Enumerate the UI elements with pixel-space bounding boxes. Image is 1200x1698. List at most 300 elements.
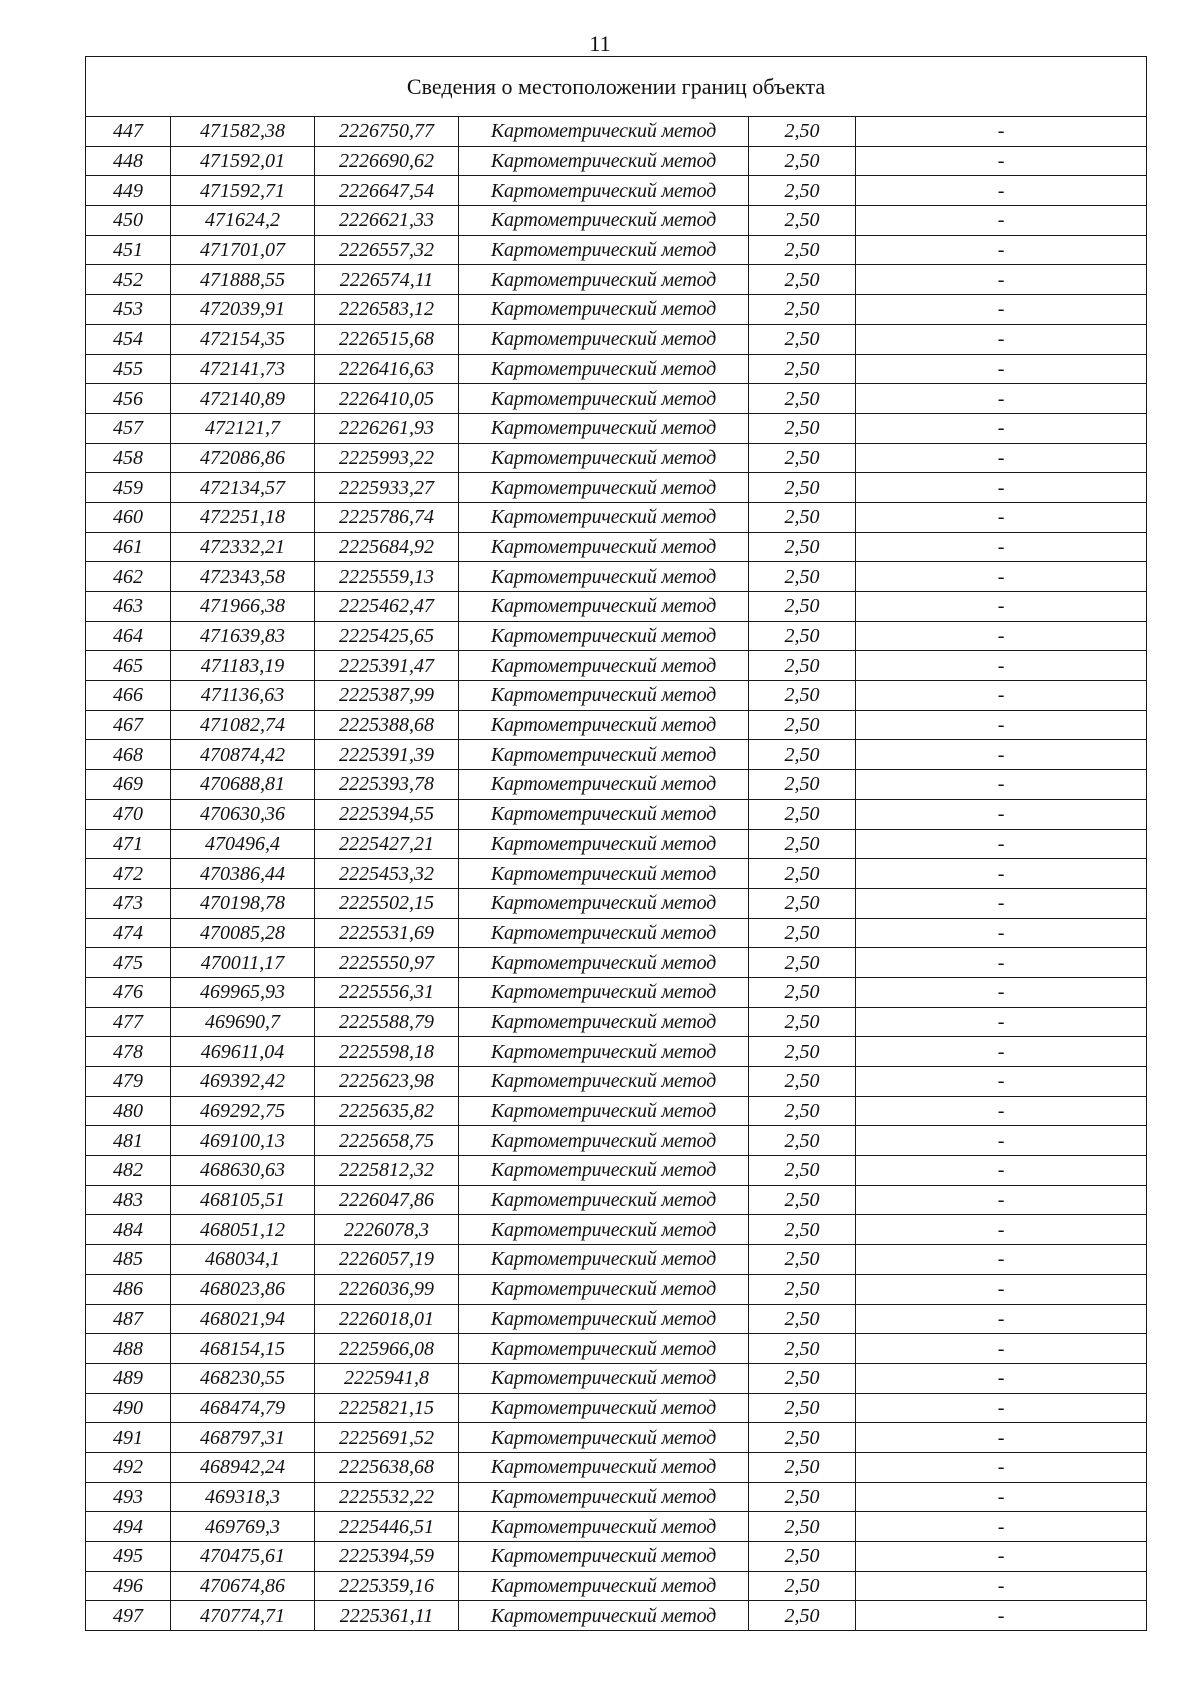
x-coordinate-cell: 472039,91: [171, 295, 315, 325]
x-coordinate-cell: 468021,94: [171, 1304, 315, 1334]
description-cell: -: [856, 1542, 1147, 1572]
y-coordinate-cell: 2225361,11: [315, 1601, 459, 1631]
method-cell: Картометрический метод: [459, 235, 749, 265]
table-row: [86, 829, 1147, 859]
method-cell: Картометрический метод: [459, 1274, 749, 1304]
point-number-cell: 463: [86, 592, 171, 622]
method-cell: Картометрический метод: [459, 651, 749, 681]
description-cell: -: [856, 977, 1147, 1007]
point-number-cell: 480: [86, 1096, 171, 1126]
description-cell: -: [856, 562, 1147, 592]
table-row: [86, 295, 1147, 325]
description-cell: -: [856, 1601, 1147, 1631]
point-number-cell: 456: [86, 384, 171, 414]
description-cell: -: [856, 265, 1147, 295]
accuracy-cell: 2,50: [749, 1007, 856, 1037]
table-row: [86, 1126, 1147, 1156]
point-number-cell: 465: [86, 651, 171, 681]
table-row: [86, 1007, 1147, 1037]
accuracy-cell: 2,50: [749, 1126, 856, 1156]
point-number-cell: 491: [86, 1423, 171, 1453]
y-coordinate-cell: 2225559,13: [315, 562, 459, 592]
y-coordinate-cell: 2225821,15: [315, 1393, 459, 1423]
method-cell: Картометрический метод: [459, 1215, 749, 1245]
method-cell: Картометрический метод: [459, 532, 749, 562]
table-row: [86, 532, 1147, 562]
description-cell: -: [856, 859, 1147, 889]
accuracy-cell: 2,50: [749, 1245, 856, 1275]
y-coordinate-cell: 2225387,99: [315, 681, 459, 711]
point-number-cell: 458: [86, 443, 171, 473]
table-row: [86, 443, 1147, 473]
table-row: [86, 888, 1147, 918]
accuracy-cell: 2,50: [749, 117, 856, 147]
y-coordinate-cell: 2225359,16: [315, 1571, 459, 1601]
accuracy-cell: 2,50: [749, 1067, 856, 1097]
accuracy-cell: 2,50: [749, 206, 856, 236]
y-coordinate-cell: 2225588,79: [315, 1007, 459, 1037]
description-cell: -: [856, 1423, 1147, 1453]
table-row: [86, 354, 1147, 384]
x-coordinate-cell: 472134,57: [171, 473, 315, 503]
x-coordinate-cell: 470011,17: [171, 948, 315, 978]
x-coordinate-cell: 472154,35: [171, 324, 315, 354]
description-cell: -: [856, 206, 1147, 236]
table-row: [86, 799, 1147, 829]
description-cell: -: [856, 384, 1147, 414]
description-cell: -: [856, 324, 1147, 354]
table-row: [86, 562, 1147, 592]
point-number-cell: 464: [86, 621, 171, 651]
accuracy-cell: 2,50: [749, 146, 856, 176]
x-coordinate-cell: 470774,71: [171, 1601, 315, 1631]
x-coordinate-cell: 471136,63: [171, 681, 315, 711]
accuracy-cell: 2,50: [749, 740, 856, 770]
description-cell: -: [856, 473, 1147, 503]
x-coordinate-cell: 470874,42: [171, 740, 315, 770]
boundary-coordinates-table: [85, 56, 1147, 1631]
x-coordinate-cell: 472332,21: [171, 532, 315, 562]
table-row: [86, 977, 1147, 1007]
table-row: [86, 146, 1147, 176]
description-cell: -: [856, 117, 1147, 147]
method-cell: Картометрический метод: [459, 1542, 749, 1572]
y-coordinate-cell: 2225933,27: [315, 473, 459, 503]
table-row: [86, 265, 1147, 295]
description-cell: -: [856, 532, 1147, 562]
accuracy-cell: 2,50: [749, 977, 856, 1007]
accuracy-cell: 2,50: [749, 235, 856, 265]
table-row: [86, 1571, 1147, 1601]
method-cell: Картометрический метод: [459, 977, 749, 1007]
point-number-cell: 489: [86, 1363, 171, 1393]
method-cell: Картометрический метод: [459, 473, 749, 503]
x-coordinate-cell: 470475,61: [171, 1542, 315, 1572]
description-cell: -: [856, 740, 1147, 770]
description-cell: -: [856, 888, 1147, 918]
y-coordinate-cell: 2226047,86: [315, 1185, 459, 1215]
accuracy-cell: 2,50: [749, 176, 856, 206]
y-coordinate-cell: 2225391,39: [315, 740, 459, 770]
method-cell: Картометрический метод: [459, 1156, 749, 1186]
accuracy-cell: 2,50: [749, 770, 856, 800]
table-row: [86, 1512, 1147, 1542]
x-coordinate-cell: 471966,38: [171, 592, 315, 622]
method-cell: Картометрический метод: [459, 562, 749, 592]
method-cell: Картометрический метод: [459, 443, 749, 473]
method-cell: Картометрический метод: [459, 413, 749, 443]
accuracy-cell: 2,50: [749, 1571, 856, 1601]
method-cell: Картометрический метод: [459, 1007, 749, 1037]
x-coordinate-cell: 470674,86: [171, 1571, 315, 1601]
method-cell: Картометрический метод: [459, 740, 749, 770]
x-coordinate-cell: 468230,55: [171, 1363, 315, 1393]
x-coordinate-cell: 468942,24: [171, 1452, 315, 1482]
y-coordinate-cell: 2225425,65: [315, 621, 459, 651]
table-row: [86, 1601, 1147, 1631]
x-coordinate-cell: 469611,04: [171, 1037, 315, 1067]
y-coordinate-cell: 2225598,18: [315, 1037, 459, 1067]
y-coordinate-cell: 2225684,92: [315, 532, 459, 562]
method-cell: Картометрический метод: [459, 384, 749, 414]
x-coordinate-cell: 468105,51: [171, 1185, 315, 1215]
x-coordinate-cell: 469392,42: [171, 1067, 315, 1097]
y-coordinate-cell: 2225786,74: [315, 502, 459, 532]
description-cell: -: [856, 829, 1147, 859]
point-number-cell: 486: [86, 1274, 171, 1304]
method-cell: Картометрический метод: [459, 1334, 749, 1364]
table-row: [86, 384, 1147, 414]
point-number-cell: 476: [86, 977, 171, 1007]
method-cell: Картометрический метод: [459, 206, 749, 236]
accuracy-cell: 2,50: [749, 354, 856, 384]
description-cell: -: [856, 1007, 1147, 1037]
y-coordinate-cell: 2226057,19: [315, 1245, 459, 1275]
y-coordinate-cell: 2226036,99: [315, 1274, 459, 1304]
point-number-cell: 497: [86, 1601, 171, 1631]
x-coordinate-cell: 470085,28: [171, 918, 315, 948]
accuracy-cell: 2,50: [749, 681, 856, 711]
method-cell: Картометрический метод: [459, 1571, 749, 1601]
accuracy-cell: 2,50: [749, 413, 856, 443]
y-coordinate-cell: 2225393,78: [315, 770, 459, 800]
page-number: 11: [589, 31, 611, 56]
table-row: [86, 1037, 1147, 1067]
table-row: [86, 681, 1147, 711]
description-cell: -: [856, 413, 1147, 443]
y-coordinate-cell: 2225635,82: [315, 1096, 459, 1126]
description-cell: -: [856, 1393, 1147, 1423]
x-coordinate-cell: 471183,19: [171, 651, 315, 681]
point-number-cell: 466: [86, 681, 171, 711]
point-number-cell: 495: [86, 1542, 171, 1572]
point-number-cell: 482: [86, 1156, 171, 1186]
method-cell: Картометрический метод: [459, 710, 749, 740]
method-cell: Картометрический метод: [459, 621, 749, 651]
x-coordinate-cell: 469690,7: [171, 1007, 315, 1037]
accuracy-cell: 2,50: [749, 1363, 856, 1393]
x-coordinate-cell: 470198,78: [171, 888, 315, 918]
point-number-cell: 490: [86, 1393, 171, 1423]
accuracy-cell: 2,50: [749, 1601, 856, 1631]
point-number-cell: 484: [86, 1215, 171, 1245]
description-cell: -: [856, 948, 1147, 978]
accuracy-cell: 2,50: [749, 829, 856, 859]
description-cell: -: [856, 1452, 1147, 1482]
description-cell: -: [856, 710, 1147, 740]
y-coordinate-cell: 2225941,8: [315, 1363, 459, 1393]
method-cell: Картометрический метод: [459, 354, 749, 384]
description-cell: -: [856, 770, 1147, 800]
description-cell: -: [856, 502, 1147, 532]
accuracy-cell: 2,50: [749, 324, 856, 354]
x-coordinate-cell: 472141,73: [171, 354, 315, 384]
accuracy-cell: 2,50: [749, 1304, 856, 1334]
x-coordinate-cell: 470688,81: [171, 770, 315, 800]
description-cell: -: [856, 1482, 1147, 1512]
y-coordinate-cell: 2226621,33: [315, 206, 459, 236]
point-number-cell: 457: [86, 413, 171, 443]
table-row: [86, 651, 1147, 681]
method-cell: Картометрический метод: [459, 799, 749, 829]
method-cell: Картометрический метод: [459, 1037, 749, 1067]
accuracy-cell: 2,50: [749, 443, 856, 473]
point-number-cell: 496: [86, 1571, 171, 1601]
x-coordinate-cell: 469292,75: [171, 1096, 315, 1126]
method-cell: Картометрический метод: [459, 176, 749, 206]
accuracy-cell: 2,50: [749, 592, 856, 622]
y-coordinate-cell: 2225388,68: [315, 710, 459, 740]
method-cell: Картометрический метод: [459, 829, 749, 859]
method-cell: Картометрический метод: [459, 592, 749, 622]
x-coordinate-cell: 471582,38: [171, 117, 315, 147]
x-coordinate-cell: 471592,01: [171, 146, 315, 176]
y-coordinate-cell: 2225812,32: [315, 1156, 459, 1186]
table-row: [86, 1482, 1147, 1512]
y-coordinate-cell: 2226583,12: [315, 295, 459, 325]
x-coordinate-cell: 469318,3: [171, 1482, 315, 1512]
description-cell: -: [856, 1126, 1147, 1156]
description-cell: -: [856, 799, 1147, 829]
method-cell: Картометрический метод: [459, 1096, 749, 1126]
method-cell: Картометрический метод: [459, 146, 749, 176]
description-cell: -: [856, 1037, 1147, 1067]
point-number-cell: 488: [86, 1334, 171, 1364]
method-cell: Картометрический метод: [459, 888, 749, 918]
point-number-cell: 452: [86, 265, 171, 295]
description-cell: -: [856, 621, 1147, 651]
table-row: [86, 324, 1147, 354]
point-number-cell: 447: [86, 117, 171, 147]
point-number-cell: 483: [86, 1185, 171, 1215]
x-coordinate-cell: 470496,4: [171, 829, 315, 859]
y-coordinate-cell: 2225502,15: [315, 888, 459, 918]
method-cell: Картометрический метод: [459, 324, 749, 354]
point-number-cell: 462: [86, 562, 171, 592]
y-coordinate-cell: 2226018,01: [315, 1304, 459, 1334]
description-cell: -: [856, 176, 1147, 206]
method-cell: Картометрический метод: [459, 265, 749, 295]
table-row: [86, 710, 1147, 740]
method-cell: Картометрический метод: [459, 859, 749, 889]
x-coordinate-cell: 468023,86: [171, 1274, 315, 1304]
table-row: [86, 206, 1147, 236]
point-number-cell: 481: [86, 1126, 171, 1156]
description-cell: -: [856, 1304, 1147, 1334]
y-coordinate-cell: 2225427,21: [315, 829, 459, 859]
table-row: [86, 413, 1147, 443]
table-row: [86, 1245, 1147, 1275]
accuracy-cell: 2,50: [749, 1096, 856, 1126]
x-coordinate-cell: 468797,31: [171, 1423, 315, 1453]
accuracy-cell: 2,50: [749, 1393, 856, 1423]
point-number-cell: 460: [86, 502, 171, 532]
y-coordinate-cell: 2225993,22: [315, 443, 459, 473]
x-coordinate-cell: 469965,93: [171, 977, 315, 1007]
accuracy-cell: 2,50: [749, 562, 856, 592]
point-number-cell: 478: [86, 1037, 171, 1067]
point-number-cell: 453: [86, 295, 171, 325]
table-body: [86, 57, 1147, 1631]
description-cell: -: [856, 1156, 1147, 1186]
point-number-cell: 459: [86, 473, 171, 503]
y-coordinate-cell: 2226416,63: [315, 354, 459, 384]
description-cell: -: [856, 235, 1147, 265]
method-cell: Картометрический метод: [459, 1067, 749, 1097]
y-coordinate-cell: 2225531,69: [315, 918, 459, 948]
y-coordinate-cell: 2225658,75: [315, 1126, 459, 1156]
description-cell: -: [856, 1274, 1147, 1304]
table-row: [86, 117, 1147, 147]
method-cell: Картометрический метод: [459, 681, 749, 711]
y-coordinate-cell: 2225623,98: [315, 1067, 459, 1097]
x-coordinate-cell: 472343,58: [171, 562, 315, 592]
accuracy-cell: 2,50: [749, 1512, 856, 1542]
accuracy-cell: 2,50: [749, 1156, 856, 1186]
y-coordinate-cell: 2225394,59: [315, 1542, 459, 1572]
accuracy-cell: 2,50: [749, 948, 856, 978]
description-cell: -: [856, 1512, 1147, 1542]
accuracy-cell: 2,50: [749, 1185, 856, 1215]
point-number-cell: 448: [86, 146, 171, 176]
x-coordinate-cell: 468034,1: [171, 1245, 315, 1275]
y-coordinate-cell: 2226515,68: [315, 324, 459, 354]
point-number-cell: 475: [86, 948, 171, 978]
description-cell: -: [856, 592, 1147, 622]
x-coordinate-cell: 471701,07: [171, 235, 315, 265]
y-coordinate-cell: 2226410,05: [315, 384, 459, 414]
description-cell: -: [856, 1185, 1147, 1215]
point-number-cell: 479: [86, 1067, 171, 1097]
method-cell: Картометрический метод: [459, 1185, 749, 1215]
x-coordinate-cell: 471082,74: [171, 710, 315, 740]
x-coordinate-cell: 472251,18: [171, 502, 315, 532]
y-coordinate-cell: 2225638,68: [315, 1452, 459, 1482]
method-cell: Картометрический метод: [459, 770, 749, 800]
method-cell: Картометрический метод: [459, 1245, 749, 1275]
accuracy-cell: 2,50: [749, 384, 856, 414]
y-coordinate-cell: 2225550,97: [315, 948, 459, 978]
table-title-row: [86, 57, 1147, 117]
table-row: [86, 770, 1147, 800]
table-row: [86, 1423, 1147, 1453]
x-coordinate-cell: 469769,3: [171, 1512, 315, 1542]
table-row: [86, 1542, 1147, 1572]
accuracy-cell: 2,50: [749, 1542, 856, 1572]
table-row: [86, 1156, 1147, 1186]
point-number-cell: 494: [86, 1512, 171, 1542]
accuracy-cell: 2,50: [749, 1215, 856, 1245]
accuracy-cell: 2,50: [749, 1037, 856, 1067]
table-row: [86, 1274, 1147, 1304]
y-coordinate-cell: 2225453,32: [315, 859, 459, 889]
method-cell: Картометрический метод: [459, 117, 749, 147]
table-title: Сведения о местоположении границ объекта: [86, 57, 1147, 117]
method-cell: Картометрический метод: [459, 1304, 749, 1334]
accuracy-cell: 2,50: [749, 888, 856, 918]
method-cell: Картометрический метод: [459, 948, 749, 978]
accuracy-cell: 2,50: [749, 1423, 856, 1453]
x-coordinate-cell: 471624,2: [171, 206, 315, 236]
description-cell: -: [856, 443, 1147, 473]
table-row: [86, 235, 1147, 265]
accuracy-cell: 2,50: [749, 621, 856, 651]
y-coordinate-cell: 2226261,93: [315, 413, 459, 443]
accuracy-cell: 2,50: [749, 295, 856, 325]
x-coordinate-cell: 472121,7: [171, 413, 315, 443]
table-row: [86, 1363, 1147, 1393]
description-cell: -: [856, 1096, 1147, 1126]
point-number-cell: 474: [86, 918, 171, 948]
y-coordinate-cell: 2226647,54: [315, 176, 459, 206]
point-number-cell: 469: [86, 770, 171, 800]
x-coordinate-cell: 471639,83: [171, 621, 315, 651]
table-row: [86, 502, 1147, 532]
table-row: [86, 176, 1147, 206]
point-number-cell: 450: [86, 206, 171, 236]
point-number-cell: 467: [86, 710, 171, 740]
accuracy-cell: 2,50: [749, 1482, 856, 1512]
x-coordinate-cell: 468051,12: [171, 1215, 315, 1245]
x-coordinate-cell: 472086,86: [171, 443, 315, 473]
y-coordinate-cell: 2225391,47: [315, 651, 459, 681]
point-number-cell: 470: [86, 799, 171, 829]
table-row: [86, 1185, 1147, 1215]
method-cell: Картометрический метод: [459, 502, 749, 532]
accuracy-cell: 2,50: [749, 859, 856, 889]
description-cell: -: [856, 681, 1147, 711]
y-coordinate-cell: 2225532,22: [315, 1482, 459, 1512]
method-cell: Картометрический метод: [459, 1393, 749, 1423]
point-number-cell: 451: [86, 235, 171, 265]
point-number-cell: 493: [86, 1482, 171, 1512]
description-cell: -: [856, 354, 1147, 384]
method-cell: Картометрический метод: [459, 1482, 749, 1512]
accuracy-cell: 2,50: [749, 1274, 856, 1304]
method-cell: Картометрический метод: [459, 295, 749, 325]
method-cell: Картометрический метод: [459, 918, 749, 948]
x-coordinate-cell: 468474,79: [171, 1393, 315, 1423]
x-coordinate-cell: 468154,15: [171, 1334, 315, 1364]
accuracy-cell: 2,50: [749, 473, 856, 503]
x-coordinate-cell: 470630,36: [171, 799, 315, 829]
accuracy-cell: 2,50: [749, 651, 856, 681]
accuracy-cell: 2,50: [749, 265, 856, 295]
description-cell: -: [856, 1363, 1147, 1393]
table-row: [86, 740, 1147, 770]
x-coordinate-cell: 472140,89: [171, 384, 315, 414]
method-cell: Картометрический метод: [459, 1126, 749, 1156]
